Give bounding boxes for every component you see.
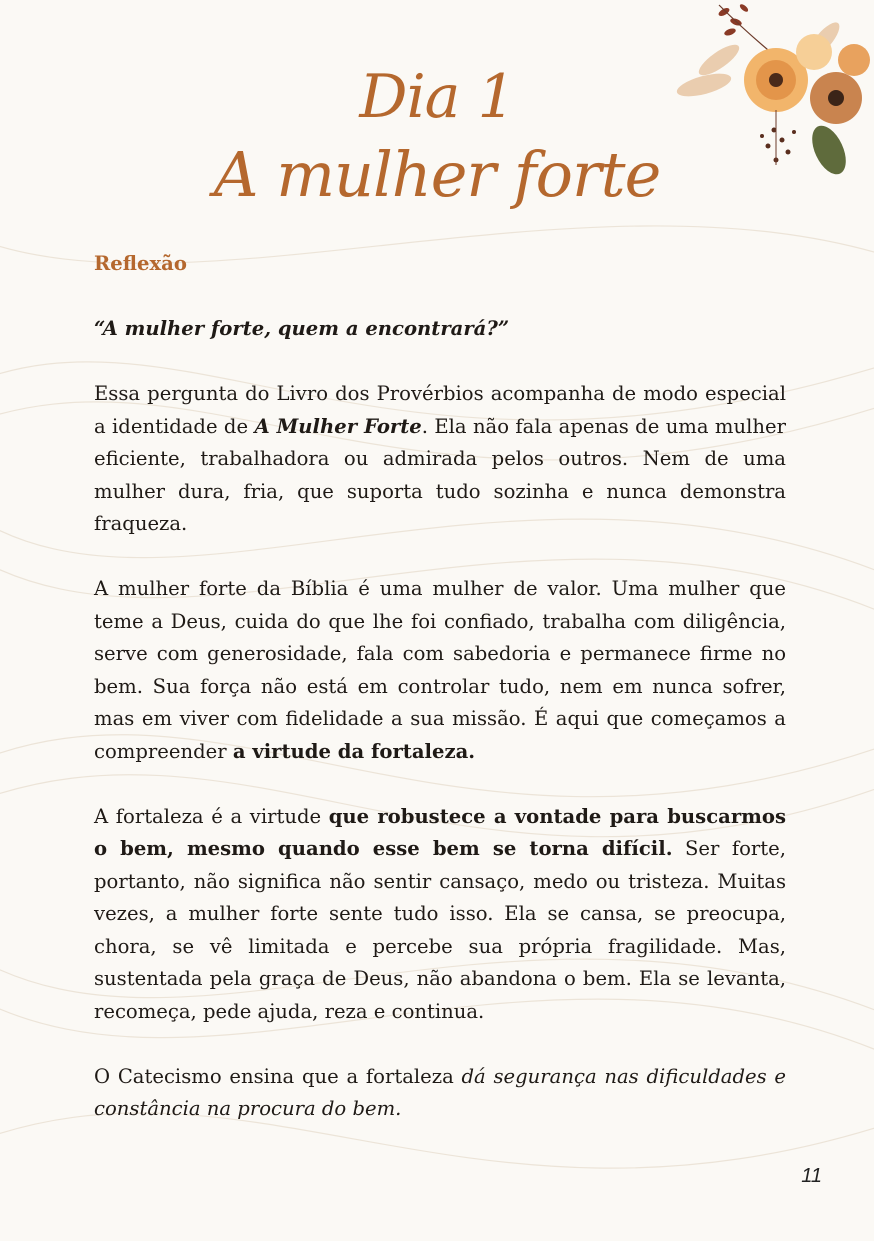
section-heading: Reflexão (94, 252, 187, 275)
paragraph-4-text-a: O Catecismo ensina que a fortaleza (94, 1064, 462, 1088)
paragraph-1 (94, 378, 786, 541)
reflection-content (94, 248, 786, 1126)
paragraph-2 (94, 573, 786, 768)
paragraph-1-emphasis: A Mulher Forte (254, 414, 422, 438)
paragraph-1-text-c: . Ela não fala apenas de uma mulher eficiente, trabalhadora ou admirada pelos outros. Nem de uma mulher dura, fria, que suporta tudo sozinha e nunca demonstra fraqueza. (94, 414, 786, 535)
paragraph-3 (94, 801, 786, 1029)
paragraph-3-text-a: A fortaleza é a virtude (94, 804, 329, 828)
paragraph-3-emphasis: que robustece a vontade para buscarmos o bem, mesmo quando esse bem se torna difícil. (94, 804, 786, 860)
paragraph-4-emphasis: dá segurança nas dificuldades e constância na procura do bem. (94, 1064, 786, 1120)
paragraph-3-text-c: Ser forte, portanto, não significa não sentir cansaço, medo ou tristeza. Muitas vezes, a mulher forte sente tudo isso. Ela se cansa, se preocupa, chora, se vê limitada e percebe sua própria fragilidade. Mas, sustentada pela graça de Deus, não abandona o bem. Ela se levanta, recomeça, pede ajuda, reza e continua. (94, 837, 786, 1023)
paragraph-1-text-a: Essa pergunta do Livro dos Provérbios acompanha de modo especial a identidade de (94, 382, 786, 438)
paragraph-2-emphasis: a virtude da fortaleza. (232, 739, 476, 763)
title-day: Dia 1 (359, 62, 515, 132)
paragraph-4 (94, 1061, 786, 1126)
page-number: 11 (801, 1165, 822, 1187)
opening-quote: “A mulher forte, quem a encontrará?” (94, 317, 510, 340)
paragraph-2-text-a: A mulher forte da Bíblia é uma mulher de valor. Uma mulher que teme a Deus, cuida do que lhe foi confiado, trabalha com diligência, serve com generosidade, fala com sabedoria e permanece firme no bem. Sua força não está em controlar tudo, nem em nunca sofrer, mas em viver com fidelidade a sua missão. É aqui que começamos a compreender (94, 577, 786, 763)
title-subject: A mulher forte (213, 138, 661, 211)
